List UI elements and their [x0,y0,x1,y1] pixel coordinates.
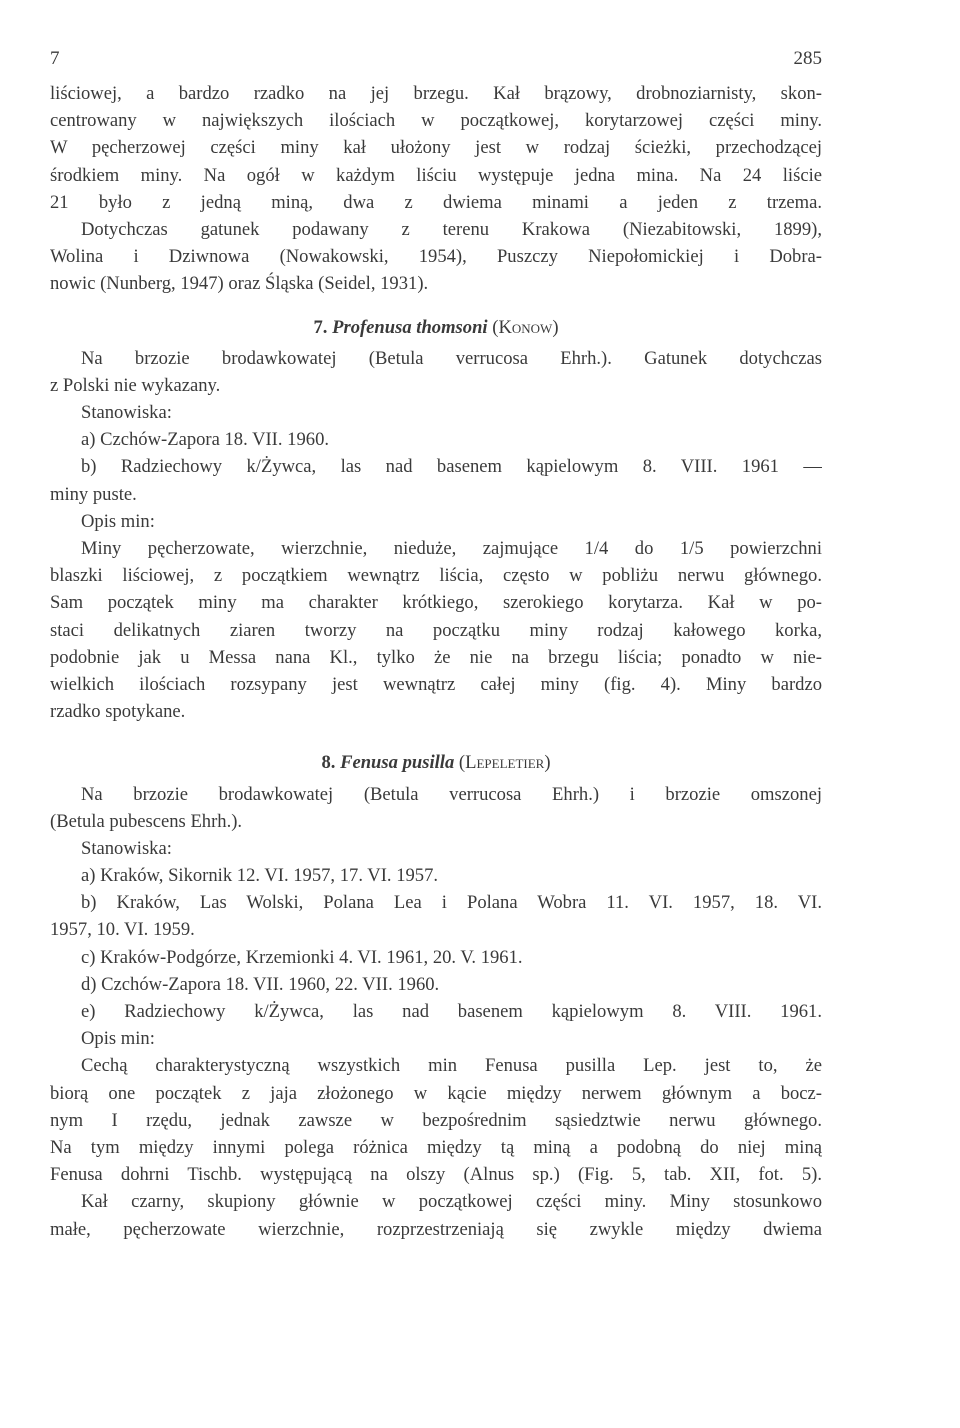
text-line: rzadko spotykane. [50,701,186,723]
text-line: Kał czarny, skupiony głównie w początkowej części miny. Miny stosunkowo [81,1191,822,1213]
text-line: Opis min: [81,510,155,532]
text-line: a) Kraków, Sikornik 12. VI. 1957, 17. VI. 1957. [81,865,439,887]
text-line: Sam początek miny ma charakter krótkiego, szerokiego korytarza. Kał w po- [50,592,822,614]
text-line: d) Czchów-Zapora 18. VII. 1960, 22. VII. 1960. [81,973,440,995]
text-line: podobnie jak u Messa nana Kl., tylko że nie na brzegu liścia; ponadto w nie- [50,646,822,668]
text-line: blaszki liściowej, z początkiem wewnątrz liścia, często w pobliżu nerwu głównego. [50,565,822,587]
text-line: Dotychczas gatunek podawany z terenu Krakowa (Niezabitowski, 1899), [81,218,822,240]
text-line: (Betula pubescens Ehrh.). [50,810,243,832]
text-line: Wolina i Dziwnowa (Nowakowski, 1954), Puszczy Niepołomickiej i Dobra- [50,246,822,268]
text-line: b) Radziechowy k/Żywca, las nad basenem kąpielowym 8. VIII. 1961 — [81,456,822,478]
text-line: Fenusa dohrni Tischb. występującą na olszy (Alnus sp.) (Fig. 5, tab. XII, fot. 5). [50,1164,822,1186]
species-heading-8 [50,749,822,776]
text-line: centrowany w największych ilościach w początkowej, korytarzowej części miny. [50,110,822,132]
species-author: (Konow) [492,316,559,338]
text-line: Na tym między innymi polega różnica między tą miną a podobną do niej miną [50,1136,822,1158]
page-number: 285 [793,48,822,69]
text-line: Miny pęcherzowate, wierzchnie, nieduże, zajmujące 1/4 do 1/5 powierzchni [81,538,822,559]
text-line: Cechą charakterystyczną wszystkich min Fenusa pusilla Lep. jest to, że [81,1055,822,1077]
text-line: e) Radziechowy k/Żywca, las nad basenem kąpielowym 8. VIII. 1961. [81,1001,822,1022]
text-line: Na brzozie brodawkowatej (Betula verrucosa Ehrh.). Gatunek dotychczas [81,347,822,369]
heading-number: 8. [321,752,336,774]
text-line: staci delikatnych ziaren tworzy na początku miny rodzaj kałowego korka, [50,619,822,641]
text-line: wielkich ilościach rozsypany jest wewnątrz całej miny (fig. 4). Miny bardzo [50,673,822,695]
text-line: W pęcherzowej części miny kał ułożony jest w rodzaj ścieżki, przechodzącej [50,137,822,159]
text-line: a) Czchów-Zapora 18. VII. 1960. [81,429,330,451]
text-line: 21 było z jedną miną, dwa z dwiema minami a jeden z trzema. [50,191,822,213]
text-line: nym I rzędu, jednak zawsze w bezpośrednim sąsiedztwie nerwu głównego. [50,1109,822,1131]
text-line: c) Kraków-Podgórze, Krzemionki 4. VI. 1961, 20. V. 1961. [81,946,523,968]
species-author: (Lepeletier) [458,752,551,774]
heading-number: 7. [313,316,328,338]
page-marker: 7 [50,48,60,69]
text-line: z Polski nie wykazany. [50,374,221,396]
species-heading-7 [50,314,822,341]
species-name: Profenusa thomsoni [332,316,488,338]
text-line: Opis min: [81,1028,155,1050]
text-line: Stanowiska: [81,837,172,859]
text-line: 1957, 10. VI. 1959. [50,919,195,941]
text-line: liściowej, a bardzo rzadko na jej brzegu. Kał brązowy, drobnoziarnisty, skon- [50,83,822,104]
text-line: miny puste. [50,483,137,505]
running-head [50,40,822,80]
text-line: środkiem miny. Na ogół w każdym liściu występuje jedna mina. Na 24 liście [50,164,822,186]
text-line: biorą one początek z jaja złożonego w kącie między nerwem głównym a bocz- [50,1082,822,1104]
text-line: nowic (Nunberg, 1947) oraz Śląska (Seidel, 1931). [50,273,429,295]
text-line: Na brzozie brodawkowatej (Betula verrucosa Ehrh.) i brzozie omszonej [81,783,822,805]
species-name: Fenusa pusilla [340,752,455,774]
text-line: Stanowiska: [81,402,172,424]
document-page [50,40,822,1243]
text-line: b) Kraków, Las Wolski, Polana Lea i Polana Wobra 11. VI. 1957, 18. VI. [81,892,822,914]
text-line: małe, pęcherzowate wierzchnie, rozprzestrzeniają się zwykle między dwiema [50,1218,822,1240]
